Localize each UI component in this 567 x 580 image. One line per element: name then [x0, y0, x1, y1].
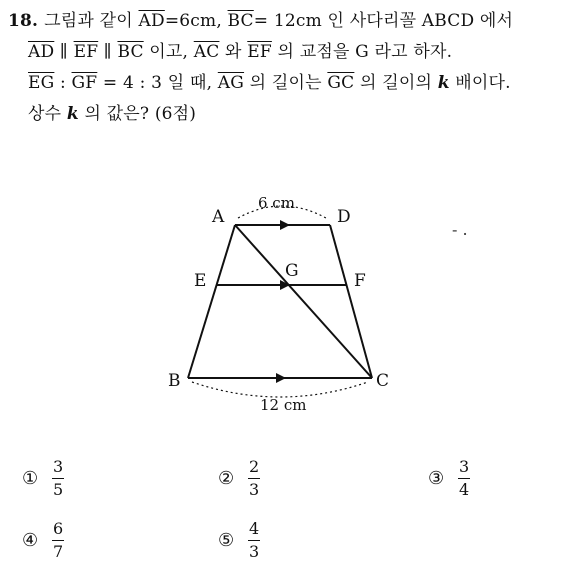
choice-fraction: [52, 520, 64, 561]
fraction-bar: [52, 540, 64, 541]
numerator: 6: [53, 519, 64, 538]
text-segment: 의 값은? (6점): [78, 104, 197, 124]
text-segment: 의 길이의: [354, 73, 438, 93]
segment-bc: $\overline{BC}$: [117, 42, 144, 62]
fraction-bar: [248, 540, 260, 541]
variable-k: k: [66, 104, 79, 124]
choice-1[interactable]: [22, 458, 64, 499]
segment-gf: $\overline{GF}$: [71, 73, 98, 93]
segment-ad: $\overline{AD}$: [138, 11, 165, 31]
text-segment: 이고,: [143, 42, 194, 62]
edge-ab: [188, 225, 235, 378]
choice-fraction: [248, 458, 260, 499]
choice-5[interactable]: [218, 520, 260, 561]
answer-choices: [0, 458, 567, 578]
denominator: 4: [459, 480, 470, 499]
segment-ef: $\overline{EF}$: [73, 42, 99, 62]
arrow-bc: [276, 373, 286, 383]
denominator: 3: [249, 480, 260, 499]
choice-number: ④: [22, 530, 39, 551]
segment-ef: $\overline{EF}$: [247, 42, 272, 62]
label-c: C: [376, 371, 390, 391]
choice-number: ②: [218, 468, 235, 489]
choice-4[interactable]: [22, 520, 64, 561]
length-ad: 6 cm: [258, 194, 295, 212]
segment-ad: $\overline{AD}$: [28, 42, 55, 62]
dimension-arc-bottom: [192, 382, 368, 397]
text-segment: 배이다.: [449, 73, 511, 93]
denominator: 3: [249, 542, 260, 561]
choice-fraction: [248, 520, 260, 561]
segment-eg: $\overline{EG}$: [28, 73, 55, 93]
text-segment: 상수: [28, 104, 67, 124]
label-a: A: [212, 207, 225, 227]
segment-ag: $\overline{AG}$: [217, 73, 245, 93]
label-g: G: [285, 261, 299, 281]
choice-3[interactable]: [428, 458, 470, 499]
text-segment: = 4 : 3 일 때,: [97, 73, 218, 93]
variable-k: k: [437, 73, 450, 93]
choice-2[interactable]: [218, 458, 260, 499]
trapezoid-diagram: [150, 180, 410, 420]
text-segment: 의 길이는: [244, 73, 328, 93]
choice-fraction: [52, 458, 64, 499]
label-f: F: [354, 271, 366, 291]
choice-fraction: [458, 458, 470, 499]
length-bc: 12 cm: [260, 396, 307, 414]
problem-text: [8, 6, 560, 130]
segment-ac: $\overline{AC}$: [193, 42, 220, 62]
text-segment: 와: [219, 42, 248, 62]
text-segment: = 12cm 인 사다리꼴 ABCD 에서: [253, 11, 514, 31]
arrow-ad: [280, 220, 290, 230]
choice-number: ③: [428, 468, 445, 489]
label-d: D: [337, 207, 351, 227]
fraction-bar: [458, 478, 470, 479]
text-segment: :: [54, 73, 72, 93]
problem-line-4: [8, 99, 560, 130]
parallel-symbol: ∥: [54, 42, 74, 62]
text-segment: 의 교점을 G 라고 하자.: [271, 42, 453, 62]
choice-number: ⑤: [218, 530, 235, 551]
parallel-arrows: [276, 220, 290, 383]
segment-bc: $\overline{BC}$: [227, 11, 254, 31]
numerator: 3: [53, 457, 64, 476]
text-segment: =6cm,: [164, 11, 228, 31]
problem-line-2: [8, 37, 560, 68]
problem-line-1: [8, 6, 560, 37]
fraction-bar: [52, 478, 64, 479]
stray-mark: - .: [452, 220, 468, 239]
numerator: 2: [249, 457, 260, 476]
text-segment: 그림과 같이: [44, 11, 139, 31]
denominator: 7: [53, 542, 64, 561]
choice-number: ①: [22, 468, 39, 489]
problem-line-3: [8, 68, 560, 99]
label-e: E: [194, 271, 207, 291]
label-b: B: [168, 371, 181, 391]
fraction-bar: [248, 478, 260, 479]
denominator: 5: [53, 480, 64, 499]
parallel-symbol: ∥: [98, 42, 118, 62]
numerator: 4: [249, 519, 260, 538]
numerator: 3: [459, 457, 470, 476]
segment-gc: $\overline{GC}$: [327, 73, 355, 93]
problem-number: 18.: [8, 11, 39, 31]
